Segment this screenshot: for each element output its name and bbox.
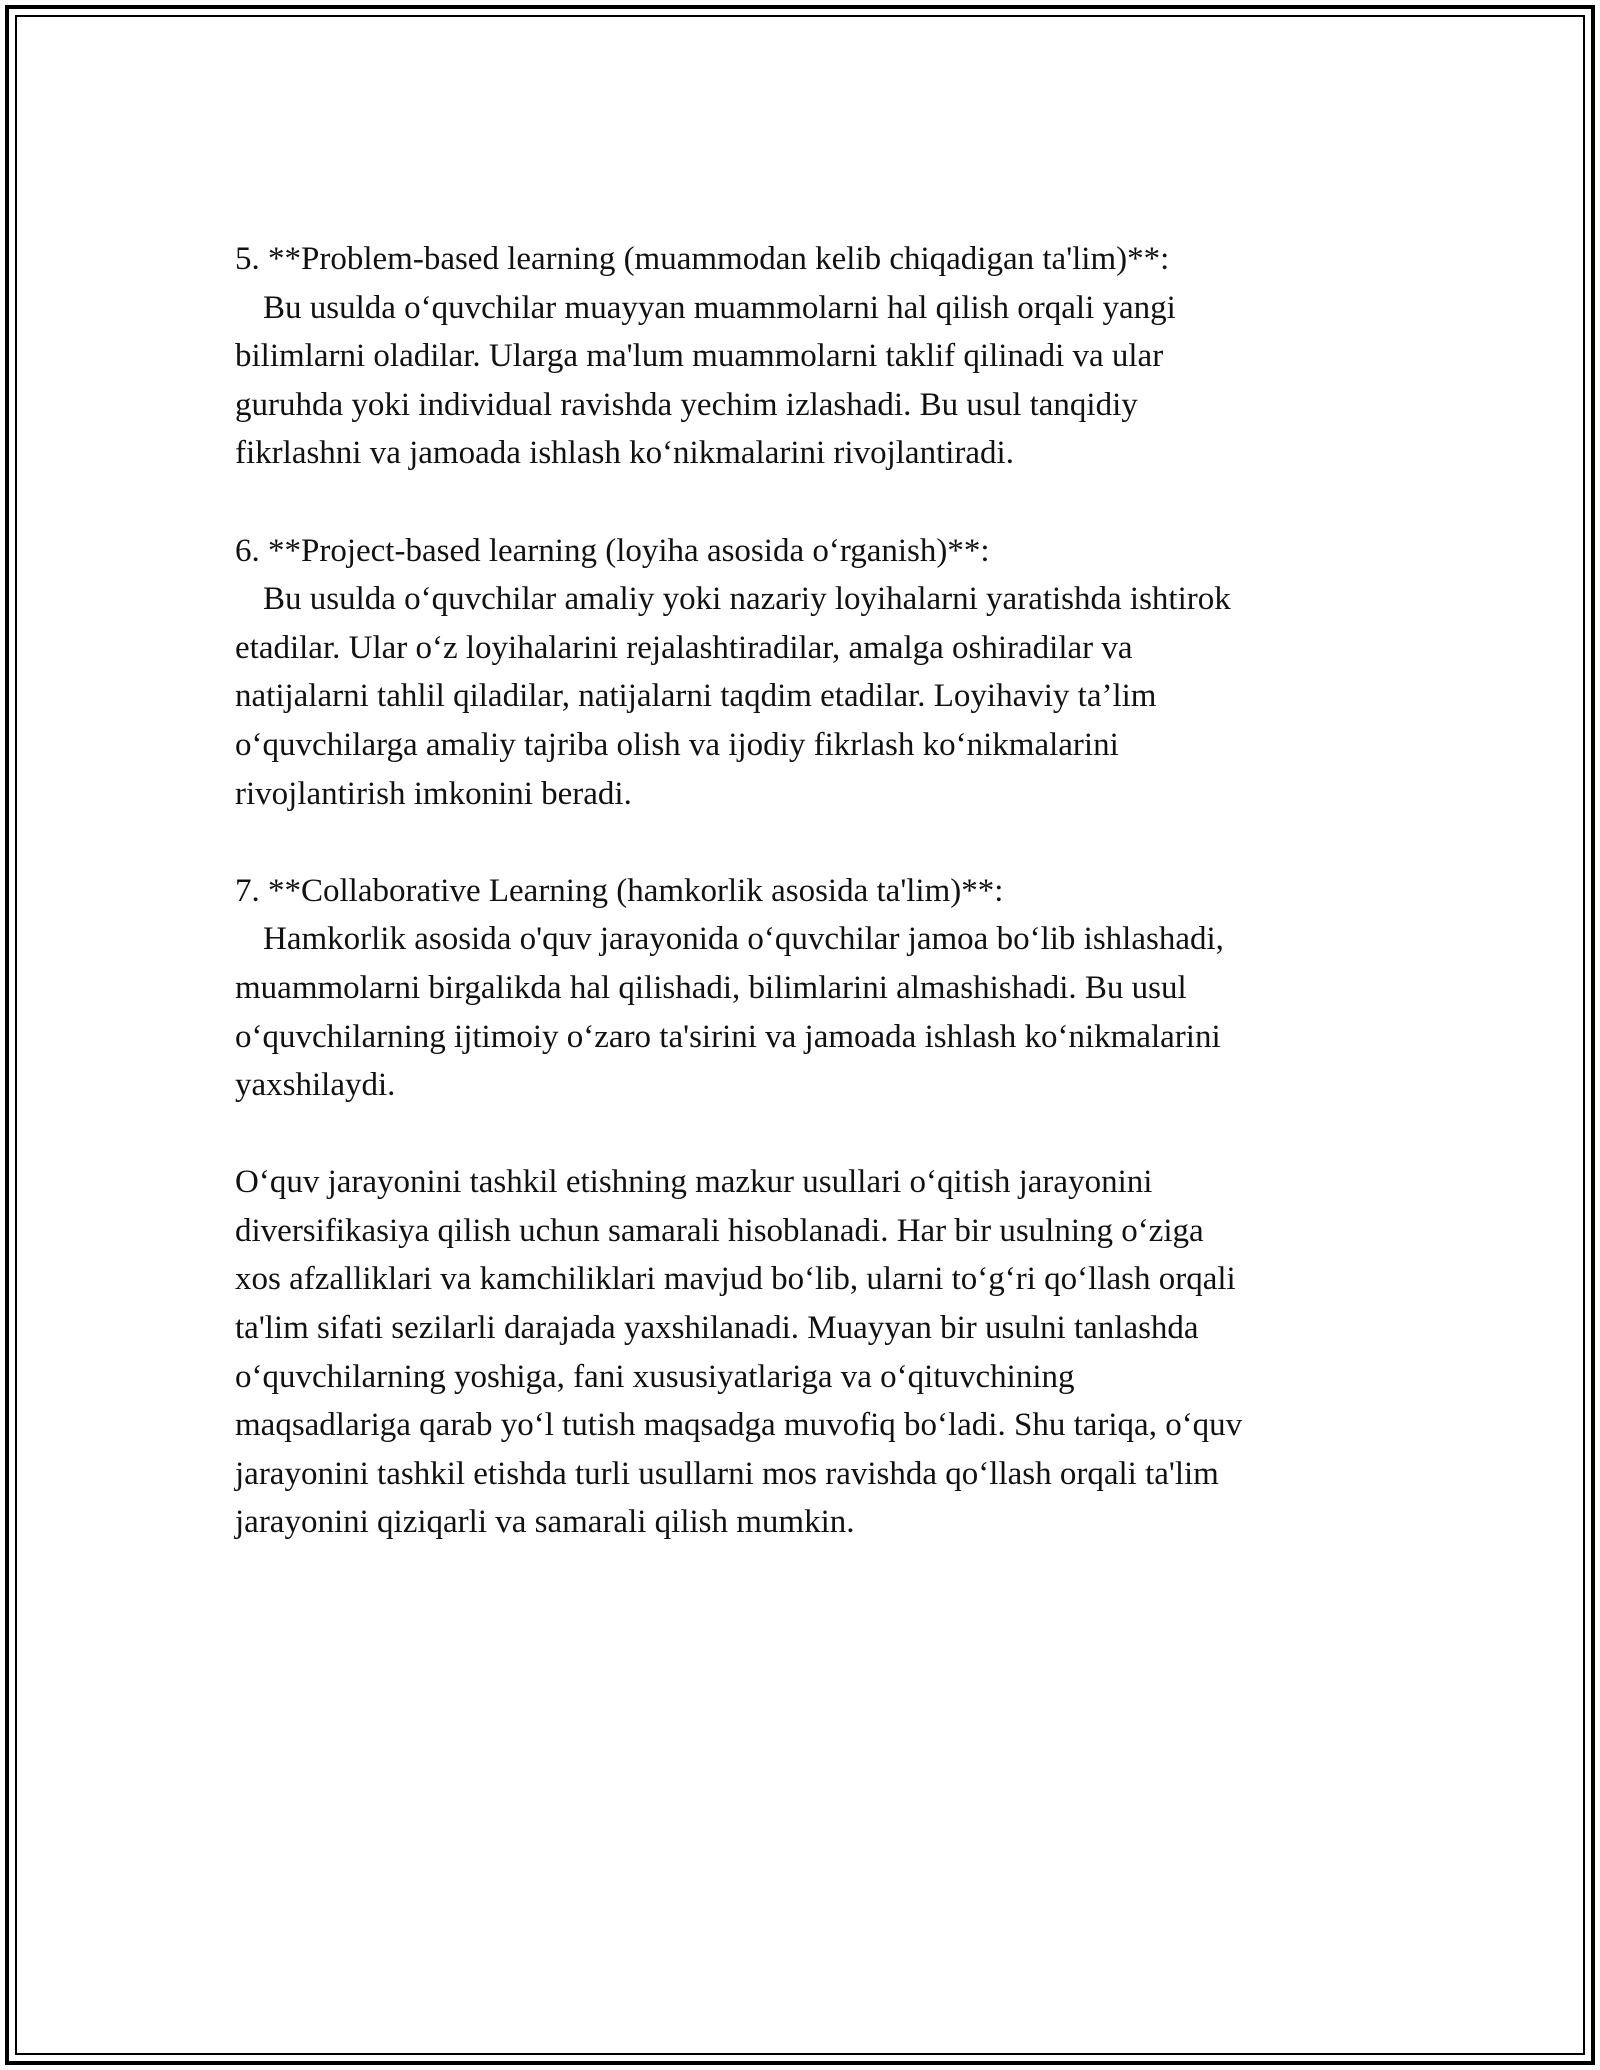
- section-collaborative-learning: [235, 867, 1385, 1110]
- section-heading: 5. **Problem-based learning (muammodan kelib chiqadigan ta'lim)**:: [235, 241, 1170, 277]
- section-text-line: rivojlantirish imkonini beradi.: [235, 775, 632, 812]
- conclusion-paragraph: [235, 1158, 1385, 1547]
- conclusion-text-line: O‘quv jarayonini tashkil etishning mazkur usullari o‘qitish jarayonini: [235, 1164, 1153, 1201]
- section-text-line: Bu usulda o‘quvchilar amaliy yoki nazariy loyihalarni yaratishda ishtirok: [263, 581, 1231, 618]
- conclusion-text-line: jarayonini qiziqarli va samarali qilish mumkin.: [235, 1504, 855, 1541]
- section-text-line: yaxshilaydi.: [235, 1067, 396, 1104]
- conclusion-text-line: diversifikasiya qilish uchun samarali hisoblanadi. Har bir usulning o‘ziga: [235, 1212, 1204, 1249]
- section-heading: 6. **Project-based learning (loyiha asosida o‘rganish)**:: [235, 532, 990, 569]
- section-text-line: o‘quvchilarning ijtimoiy o‘zaro ta'sirini va jamoada ishlash ko‘nikmalarini: [235, 1018, 1221, 1055]
- section-project-based-learning: [235, 527, 1385, 819]
- conclusion-text-line: ta'lim sifati sezilarli darajada yaxshilanadi. Muayyan bir usulni tanlashda: [235, 1310, 1199, 1347]
- section-problem-based-learning: [235, 235, 1385, 478]
- conclusion-text-line: maqsadlariga qarab yo‘l tutish maqsadga muvofiq bo‘ladi. Shu tariqa, o‘quv: [235, 1407, 1243, 1444]
- section-text-line: o‘quvchilarga amaliy tajriba olish va ijodiy fikrlash ko‘nikmalarini: [235, 726, 1119, 763]
- section-text-line: bilimlarni oladilar. Ularga ma'lum muammolarni taklif qilinadi va ular: [235, 338, 1164, 375]
- conclusion-text-line: jarayonini tashkil etishda turli usullarni mos ravishda qo‘llash orqali ta'lim: [235, 1455, 1219, 1492]
- section-text-line: Hamkorlik asosida o'quv jarayonida o‘quvchilar jamoa bo‘lib ishlashadi,: [263, 921, 1224, 958]
- conclusion-text-line: xos afzalliklari va kamchiliklari mavjud bo‘lib, ularni to‘g‘ri qo‘llash orqali: [235, 1261, 1236, 1298]
- section-heading: 7. **Collaborative Learning (hamkorlik asosida ta'lim)**:: [235, 872, 1004, 909]
- section-text-line: guruhda yoki individual ravishda yechim izlashadi. Bu usul tanqidiy: [235, 386, 1138, 423]
- section-text-line: fikrlashni va jamoada ishlash ko‘nikmalarini rivojlantiradi.: [235, 435, 1014, 472]
- conclusion-text-line: o‘quvchilarning yoshiga, fani xususiyatlariga va o‘qituvchining: [235, 1358, 1075, 1395]
- section-text-line: muammolarni birgalikda hal qilishadi, bilimlarini almashishadi. Bu usul: [235, 969, 1187, 1006]
- document-body: [235, 235, 1385, 1596]
- section-text-line: natijalarni tahlil qiladilar, natijalarni taqdim etadilar. Loyihaviy ta’lim: [235, 678, 1157, 715]
- section-text-line: etadilar. Ular o‘z loyihalarini rejalashtiradilar, amalga oshiradilar va: [235, 629, 1133, 666]
- section-text-line: Bu usulda o‘quvchilar muayyan muammolarni hal qilish orqali yangi: [263, 289, 1176, 326]
